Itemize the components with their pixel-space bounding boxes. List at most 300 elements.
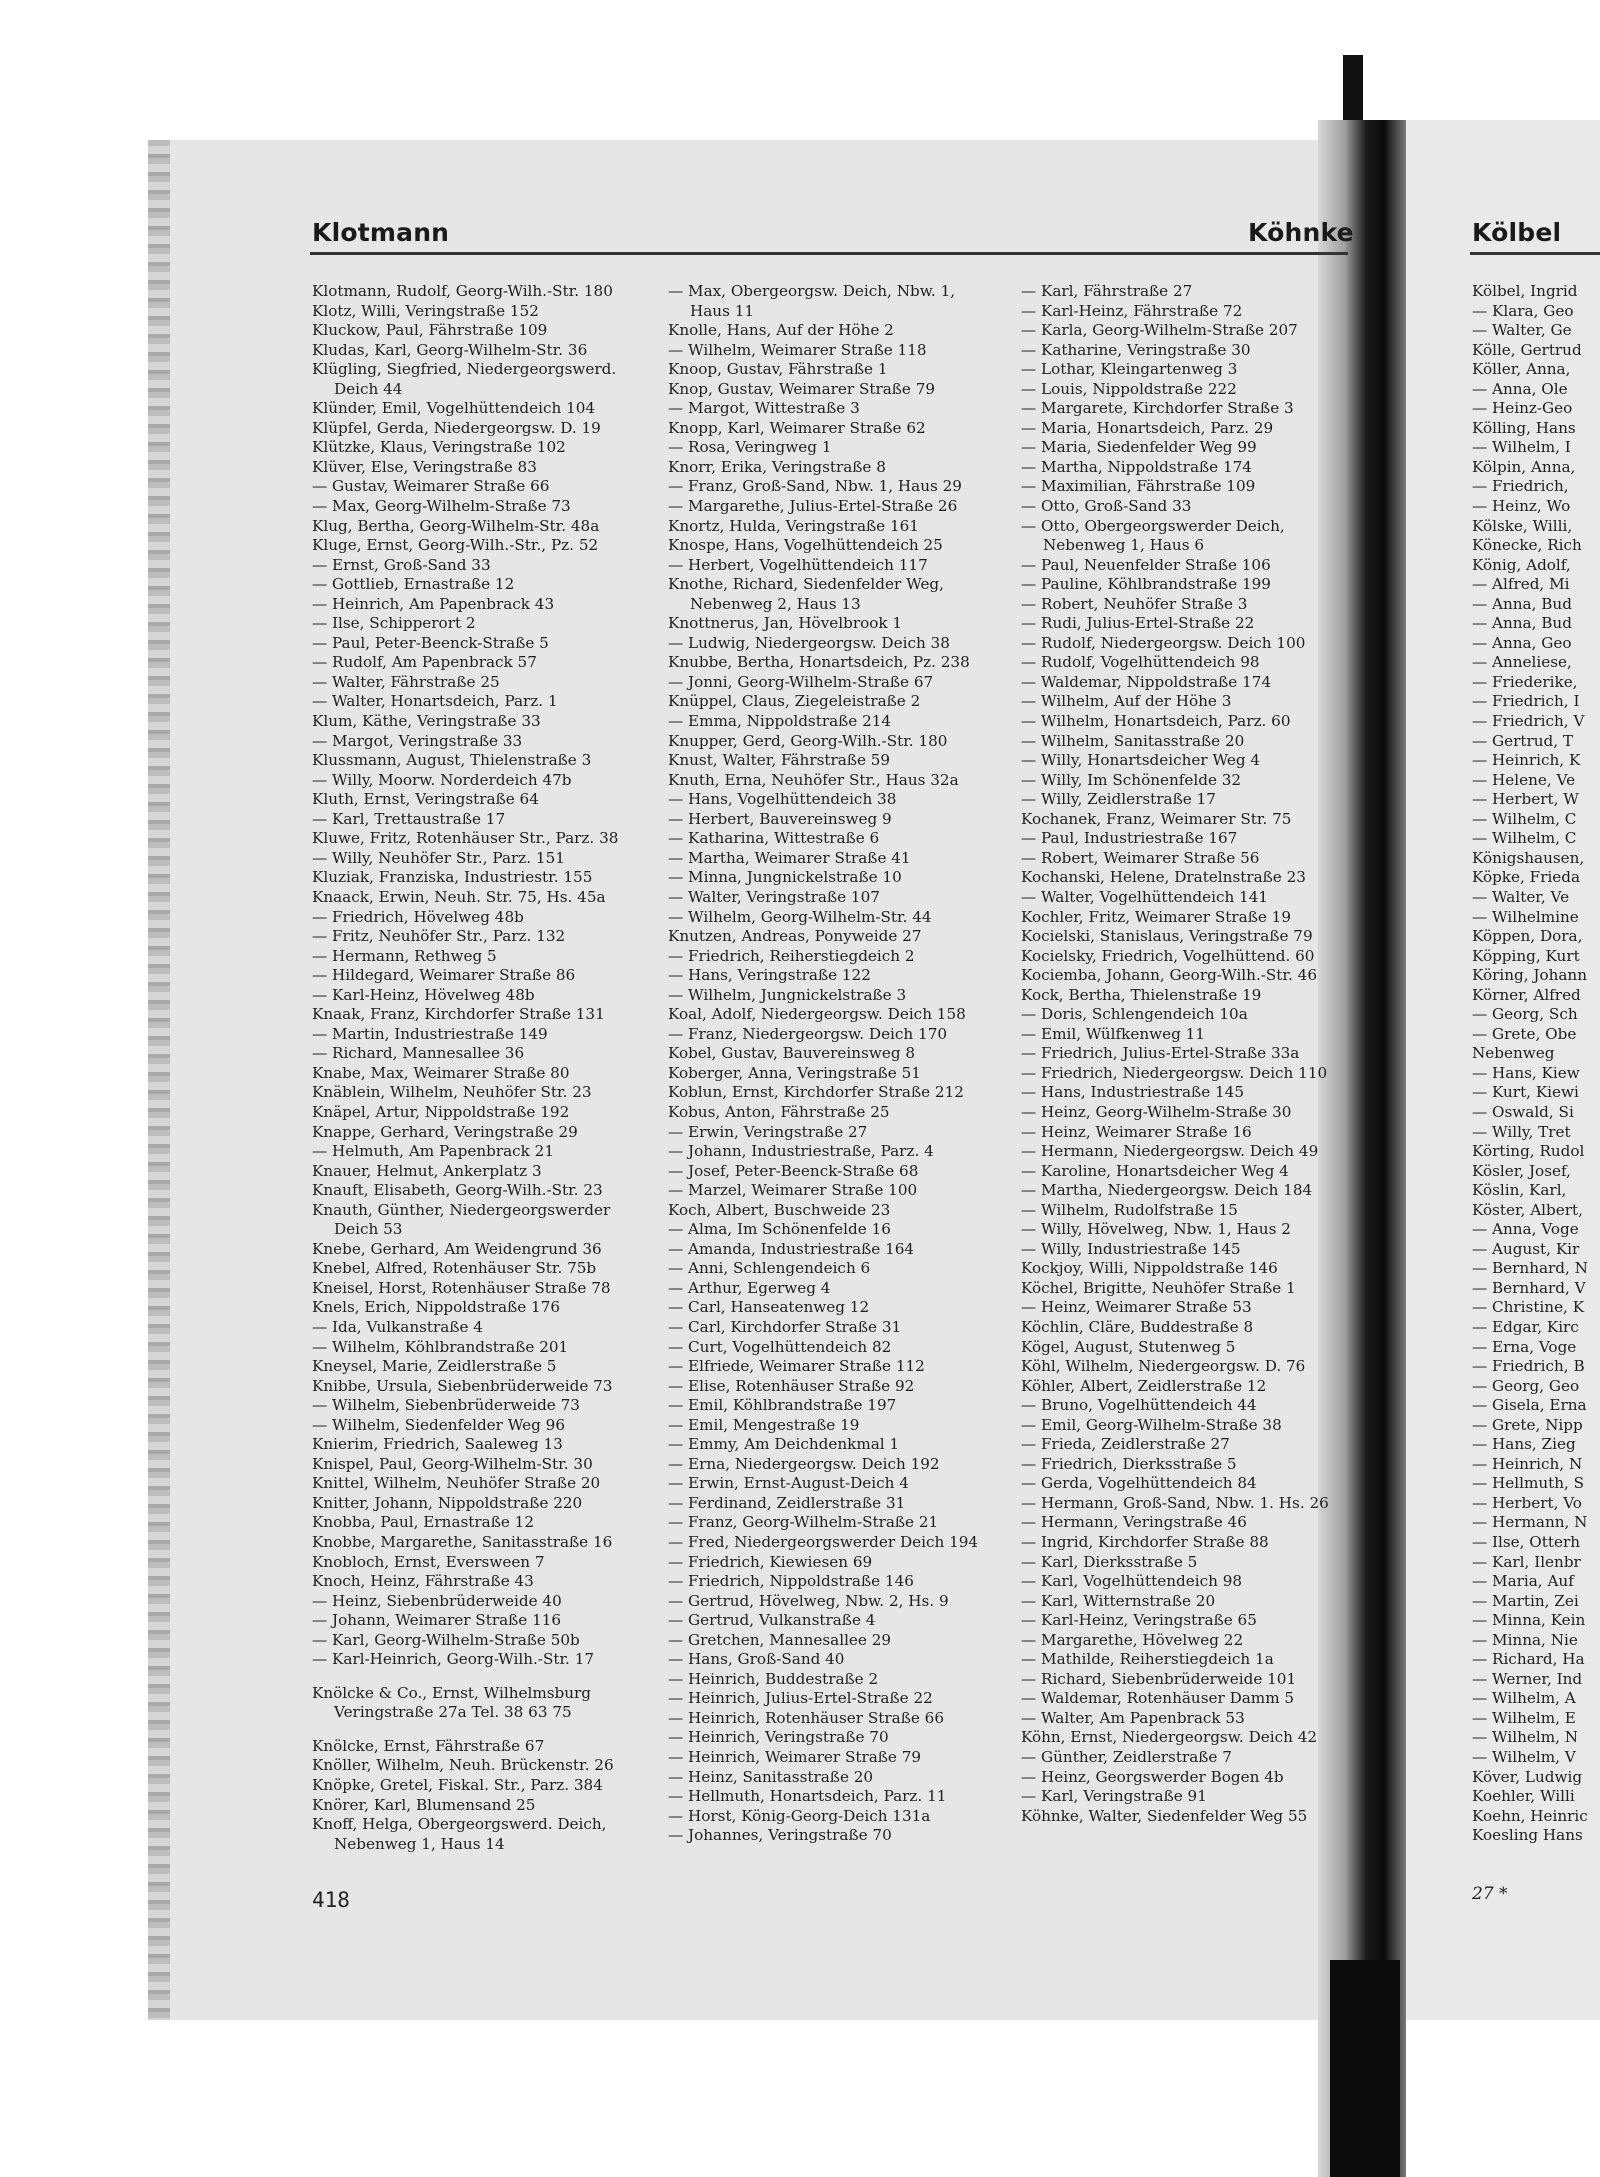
directory-entry: — Ida, Vulkanstraße 4 <box>312 1317 483 1336</box>
directory-entry: Knaack, Erwin, Neuh. Str. 75, Hs. 45a <box>312 887 606 906</box>
directory-entry: — Willy, Neuhöfer Str., Parz. 151 <box>312 848 565 867</box>
directory-entry: Knabe, Max, Weimarer Straße 80 <box>312 1063 570 1082</box>
directory-entry: — Johannes, Veringstraße 70 <box>668 1826 892 1845</box>
directory-entry: — Anneliese, <box>1472 653 1572 672</box>
directory-entry: Knitter, Johann, Nippoldstraße 220 <box>312 1493 583 1512</box>
directory-entry: — Herbert, W <box>1472 790 1579 809</box>
directory-entry: — Karl, Veringstraße 91 <box>1021 1787 1207 1806</box>
directory-entry: Kociemba, Johann, Georg-Wilh.-Str. 46 <box>1021 966 1317 985</box>
directory-entry: — Lothar, Kleingartenweg 3 <box>1021 360 1238 379</box>
directory-entry: — Frieda, Zeidlerstraße 27 <box>1021 1435 1230 1454</box>
directory-entry: — Erna, Voge <box>1472 1337 1577 1356</box>
directory-entry: — Wilhelm, C <box>1472 809 1577 828</box>
directory-entry: — Franz, Niedergeorgsw. Deich 170 <box>668 1024 948 1043</box>
directory-entry: — Ludwig, Niedergeorgsw. Deich 38 <box>668 633 950 652</box>
directory-entry: Köster, Albert, <box>1472 1200 1583 1219</box>
directory-entry: — Louis, Nippoldstraße 222 <box>1021 379 1237 398</box>
directory-entry: Knoop, Gustav, Fährstraße 1 <box>668 360 888 379</box>
directory-entry: — Minna, Jungnickelstraße 10 <box>668 868 902 887</box>
directory-entry: — Walter, Vogelhüttendeich 141 <box>1021 887 1269 906</box>
directory-entry: Köpke, Frieda <box>1472 868 1581 887</box>
directory-entry: Kludas, Karl, Georg-Wilhelm-Str. 36 <box>312 340 588 359</box>
directory-entry: Koch, Albert, Buschweide 23 <box>668 1200 891 1219</box>
directory-entry: Köchel, Brigitte, Neuhöfer Straße 1 <box>1021 1278 1296 1297</box>
directory-entry: — Franz, Georg-Wilhelm-Straße 21 <box>668 1513 939 1532</box>
directory-entry: Kluth, Ernst, Veringstraße 64 <box>312 790 539 809</box>
directory-entry: — Wilhelm, Köhlbrandstraße 201 <box>312 1337 569 1356</box>
directory-entry: — Walter, Honartsdeich, Parz. 1 <box>312 692 558 711</box>
directory-entry: — Maria, Auf <box>1472 1572 1574 1591</box>
directory-entry: — Emil, Köhlbrandstraße 197 <box>668 1396 897 1415</box>
directory-entry: — Christine, K <box>1472 1298 1585 1317</box>
directory-entry: — Gottlieb, Ernastraße 12 <box>312 575 515 594</box>
directory-entry: — Paul, Industriestraße 167 <box>1021 829 1238 848</box>
directory-entry: — Anna, Bud <box>1472 614 1572 633</box>
directory-entry: — Johann, Industriestraße, Parz. 4 <box>668 1142 934 1161</box>
directory-entry: — Emil, Wülfkenweg 11 <box>1021 1024 1205 1043</box>
directory-entry: — Emma, Nippoldstraße 214 <box>668 712 892 731</box>
directory-entry: Kölske, Willi, <box>1472 516 1573 535</box>
directory-entry: Könecke, Rich <box>1472 536 1582 555</box>
directory-entry: Koehler, Willi <box>1472 1787 1575 1806</box>
directory-entry: — Doris, Schlengendeich 10a <box>1021 1005 1248 1024</box>
directory-entry: — Wilhelm, C <box>1472 829 1577 848</box>
directory-entry: Kögel, August, Stutenweg 5 <box>1021 1337 1236 1356</box>
directory-entry: — August, Kir <box>1472 1239 1580 1258</box>
directory-entry: — Hans, Veringstraße 122 <box>668 966 871 985</box>
directory-entry: — Wilhelm, I <box>1472 438 1571 457</box>
directory-entry: — Friedrich, Reiherstiegdeich 2 <box>668 946 915 965</box>
directory-entry: — Karl-Heinz, Fährstraße 72 <box>1021 301 1243 320</box>
directory-entry: — Wilhelm, Honartsdeich, Parz. 60 <box>1021 712 1291 731</box>
directory-entry: — Friedrich, Julius-Ertel-Straße 33a <box>1021 1044 1300 1063</box>
directory-entry: Knels, Erich, Nippoldstraße 176 <box>312 1298 561 1317</box>
directory-entry: — Rosa, Veringweg 1 <box>668 438 832 457</box>
directory-entry: Veringstraße 27a Tel. 38 63 75 <box>334 1703 572 1722</box>
directory-entry: — Emil, Georg-Wilhelm-Straße 38 <box>1021 1415 1282 1434</box>
directory-entry: — Hans, Industriestraße 145 <box>1021 1083 1244 1102</box>
directory-entry: — Karl-Heinz, Veringstraße 65 <box>1021 1611 1257 1630</box>
directory-entry: — Paul, Peter-Beenck-Straße 5 <box>312 633 549 652</box>
header-rule <box>310 252 1348 255</box>
directory-entry: Knospe, Hans, Vogelhüttendeich 25 <box>668 536 943 555</box>
directory-entry: — Karl, Vogelhüttendeich 98 <box>1021 1572 1243 1591</box>
directory-entry: Kluckow, Paul, Fährstraße 109 <box>312 321 548 340</box>
directory-entry: Kneisel, Horst, Rotenhäuser Straße 78 <box>312 1278 611 1297</box>
directory-entry: — Heinrich, Rotenhäuser Straße 66 <box>668 1708 944 1727</box>
directory-entry: — Wilhelm, Rudolfstraße 15 <box>1021 1200 1238 1219</box>
directory-entry: — Erna, Niedergeorgsw. Deich 192 <box>668 1454 940 1473</box>
directory-entry: — Waldemar, Rotenhäuser Damm 5 <box>1021 1689 1295 1708</box>
directory-entry: — Rudolf, Niedergeorgsw. Deich 100 <box>1021 633 1306 652</box>
directory-entry: — Marzel, Weimarer Straße 100 <box>668 1181 918 1200</box>
directory-entry: — Heinrich, N <box>1472 1454 1583 1473</box>
directory-entry: — Willy, Im Schönenfelde 32 <box>1021 770 1242 789</box>
directory-entry: Knittel, Wilhelm, Neuhöfer Straße 20 <box>312 1474 601 1493</box>
directory-entry: — Maria, Honartsdeich, Parz. 29 <box>1021 418 1274 437</box>
directory-entry: — Friedrich, B <box>1472 1357 1585 1376</box>
directory-entry: Köslin, Karl, <box>1472 1181 1567 1200</box>
directory-entry: — Mathilde, Reiherstiegdeich 1a <box>1021 1650 1274 1669</box>
directory-entry: Knoch, Heinz, Fährstraße 43 <box>312 1572 534 1591</box>
directory-entry: — Carl, Hanseatenweg 12 <box>668 1298 870 1317</box>
directory-entry: Nebenweg 1, Haus 14 <box>334 1834 505 1853</box>
directory-entry: — Grete, Nipp <box>1472 1415 1583 1434</box>
directory-entry: Knust, Walter, Fährstraße 59 <box>668 751 891 770</box>
directory-entry: — Willy, Zeidlerstraße 17 <box>1021 790 1216 809</box>
directory-entry: Klum, Käthe, Veringstraße 33 <box>312 712 541 731</box>
directory-entry: Knutzen, Andreas, Ponyweide 27 <box>668 927 922 946</box>
directory-entry: Königshausen, <box>1472 848 1585 867</box>
directory-entry: Kluziak, Franziska, Industriestr. 155 <box>312 868 593 887</box>
binding-bottom-shadow <box>1330 1960 1400 2177</box>
directory-entry: Knölcke & Co., Ernst, Wilhelmsburg <box>312 1683 592 1702</box>
directory-entry: — Hans, Groß-Sand 40 <box>668 1650 845 1669</box>
directory-entry: Knappe, Gerhard, Veringstraße 29 <box>312 1122 578 1141</box>
directory-entry: Nebenweg <box>1472 1044 1555 1063</box>
directory-entry: Knothe, Richard, Siedenfelder Weg, <box>668 575 944 594</box>
directory-entry: Kobus, Anton, Fährstraße 25 <box>668 1102 890 1121</box>
directory-entry: — Bernhard, V <box>1472 1278 1586 1297</box>
directory-entry: Koesling Hans <box>1472 1826 1583 1845</box>
directory-entry: — Anni, Schlengendeich 6 <box>668 1259 871 1278</box>
directory-entry: — Karl, Ilenbr <box>1472 1552 1581 1571</box>
directory-entry: Knauer, Helmut, Ankerplatz 3 <box>312 1161 542 1180</box>
directory-entry: Knobba, Paul, Ernastraße 12 <box>312 1513 534 1532</box>
directory-entry: — Heinrich, Am Papenbrack 43 <box>312 594 555 613</box>
directory-entry: — Georg, Sch <box>1472 1005 1578 1024</box>
directory-entry: — Margarethe, Julius-Ertel-Straße 26 <box>668 497 958 516</box>
directory-entry: — Katharina, Wittestraße 6 <box>668 829 880 848</box>
directory-entry: Knebel, Alfred, Rotenhäuser Str. 75b <box>312 1259 597 1278</box>
directory-entry: Koal, Adolf, Niedergeorgsw. Deich 158 <box>668 1005 966 1024</box>
directory-entry: — Friedrich, V <box>1472 712 1585 731</box>
directory-entry: Knortz, Hulda, Veringstraße 161 <box>668 516 919 535</box>
page-number: 418 <box>312 1888 350 1912</box>
directory-entry: Kölle, Gertrud <box>1472 340 1582 359</box>
directory-entry: — Ilse, Otterh <box>1472 1533 1580 1551</box>
directory-entry: — Wilhelm, Auf der Höhe 3 <box>1021 692 1232 711</box>
directory-entry: — Erwin, Veringstraße 27 <box>668 1122 868 1141</box>
directory-column-1 <box>312 282 652 1854</box>
directory-entry: — Minna, Kein <box>1472 1611 1586 1630</box>
far-page-signature-mark: 27 * <box>1472 1884 1508 1904</box>
directory-entry: Knispel, Paul, Georg-Wilhelm-Str. 30 <box>312 1454 593 1473</box>
directory-entry: — Hermann, N <box>1472 1513 1588 1532</box>
directory-entry: — Heinz, Georgswerder Bogen 4b <box>1021 1767 1284 1786</box>
directory-entry: — Robert, Weimarer Straße 56 <box>1021 848 1260 867</box>
directory-entry: — Richard, Siebenbrüderweide 101 <box>1021 1669 1297 1688</box>
directory-entry: Körner, Alfred <box>1472 985 1581 1004</box>
directory-entry: — Elise, Rotenhäuser Straße 92 <box>668 1376 915 1395</box>
directory-entry: — Georg, Geo <box>1472 1376 1580 1395</box>
directory-entry: — Karl-Heinrich, Georg-Wilh.-Str. 17 <box>312 1650 595 1669</box>
directory-entry: Knibbe, Ursula, Siebenbrüderweide 73 <box>312 1376 613 1395</box>
directory-entry: — Max, Georg-Wilhelm-Straße 73 <box>312 497 571 516</box>
directory-entry: Kocielsky, Friedrich, Vogelhüttend. 60 <box>1021 946 1315 965</box>
directory-entry: — Wilhelm, Jungnickelstraße 3 <box>668 985 907 1004</box>
directory-entry: Köhnke, Walter, Siedenfelder Weg 55 <box>1021 1806 1308 1825</box>
directory-entry: — Willy, Hövelweg, Nbw. 1, Haus 2 <box>1021 1220 1291 1239</box>
directory-entry: Deich 44 <box>334 379 403 398</box>
directory-entry: Knauth, Günther, Niedergeorgswerder <box>312 1200 611 1219</box>
directory-entry: — Anna, Ole <box>1472 379 1568 398</box>
directory-entry: Knopp, Karl, Weimarer Straße 62 <box>668 418 926 437</box>
directory-entry: — Fritz, Neuhöfer Str., Parz. 132 <box>312 927 566 946</box>
directory-entry: — Wilhelm, Georg-Wilhelm-Str. 44 <box>668 907 932 926</box>
directory-entry: — Hans, Kiew <box>1472 1063 1580 1082</box>
directory-entry: — Richard, Mannesallee 36 <box>312 1044 525 1063</box>
directory-entry: — Heinrich, Veringstraße 70 <box>668 1728 889 1747</box>
directory-entry: — Heinz, Wo <box>1472 497 1571 516</box>
directory-entry: Knäpel, Artur, Nippoldstraße 192 <box>312 1102 570 1121</box>
directory-entry: — Kurt, Kiewi <box>1472 1083 1579 1102</box>
directory-entry: — Gretchen, Mannesallee 29 <box>668 1630 892 1649</box>
far-page-header-rule <box>1470 252 1600 255</box>
directory-entry: Kneysel, Marie, Zeidlerstraße 5 <box>312 1357 557 1376</box>
directory-entry: — Josef, Peter-Beenck-Straße 68 <box>668 1161 919 1180</box>
directory-entry: — Gertrud, Hövelweg, Nbw. 2, Hs. 9 <box>668 1591 949 1610</box>
directory-entry: — Martha, Weimarer Straße 41 <box>668 848 911 867</box>
directory-entry: — Friedrich, Kiewiesen 69 <box>668 1552 873 1571</box>
directory-entry: — Friedrich, <box>1472 477 1569 496</box>
directory-entry: Knolle, Hans, Auf der Höhe 2 <box>668 321 894 340</box>
directory-entry: — Friedrich, Hövelweg 48b <box>312 907 524 926</box>
directory-entry: Kochler, Fritz, Weimarer Straße 19 <box>1021 907 1291 926</box>
directory-entry: — Hermann, Veringstraße 46 <box>1021 1513 1247 1532</box>
directory-entry: — Wilhelmine <box>1472 907 1579 926</box>
directory-entry: Kocielski, Stanislaus, Veringstraße 79 <box>1021 927 1313 946</box>
directory-entry: — Willy, Moorw. Norderdeich 47b <box>312 770 572 789</box>
directory-entry: Köchlin, Cläre, Buddestraße 8 <box>1021 1317 1254 1336</box>
directory-entry: — Hermann, Niedergeorgsw. Deich 49 <box>1021 1142 1319 1161</box>
directory-entry: — Heinrich, Buddestraße 2 <box>668 1669 879 1688</box>
directory-entry: — Heinrich, Julius-Ertel-Straße 22 <box>668 1689 933 1708</box>
directory-entry: — Anna, Bud <box>1472 594 1572 613</box>
directory-entry: — Klara, Geo <box>1472 301 1574 320</box>
directory-entry: — Hermann, Groß-Sand, Nbw. 1. Hs. 26 <box>1021 1493 1329 1512</box>
directory-entry: — Hans, Zieg <box>1472 1435 1576 1454</box>
directory-entry: Kobel, Gustav, Bauvereinsweg 8 <box>668 1044 916 1063</box>
directory-entry: Knäblein, Wilhelm, Neuhöfer Str. 23 <box>312 1083 592 1102</box>
directory-entry: — Katharine, Veringstraße 30 <box>1021 340 1251 359</box>
directory-entry: Kluwe, Fritz, Rotenhäuser Str., Parz. 38 <box>312 829 619 848</box>
directory-entry: — Elfriede, Weimarer Straße 112 <box>668 1357 925 1376</box>
directory-entry: Koehn, Heinric <box>1472 1806 1588 1825</box>
directory-entry: — Margot, Wittestraße 3 <box>668 399 860 418</box>
directory-entry: Kochanski, Helene, Dratelnstraße 23 <box>1021 868 1306 887</box>
directory-entry: Klussmann, August, Thielenstraße 3 <box>312 751 592 770</box>
directory-entry: — Martin, Zei <box>1472 1591 1579 1610</box>
directory-entry: König, Adolf, <box>1472 555 1571 574</box>
directory-entry: — Hans, Vogelhüttendeich 38 <box>668 790 897 809</box>
directory-entry: — Karl, Fährstraße 27 <box>1021 282 1193 300</box>
directory-entry: — Oswald, Si <box>1472 1102 1574 1121</box>
far-page-running-header: Kölbel <box>1472 218 1562 247</box>
directory-entry: — Erwin, Ernst-August-Deich 4 <box>668 1474 909 1493</box>
directory-entry: — Robert, Neuhöfer Straße 3 <box>1021 594 1248 613</box>
directory-entry: Kösler, Josef, <box>1472 1161 1571 1180</box>
directory-entry: — Alma, Im Schönenfelde 16 <box>668 1220 891 1239</box>
directory-entry: — Wilhelm, Weimarer Straße 118 <box>668 340 927 359</box>
directory-entry: — Karla, Georg-Wilhelm-Straße 207 <box>1021 321 1298 340</box>
directory-entry: — Walter, Fährstraße 25 <box>312 672 500 691</box>
directory-entry: Knorr, Erika, Veringstraße 8 <box>668 457 886 476</box>
directory-entry: — Heinz-Geo <box>1472 399 1573 418</box>
directory-entry: — Helmuth, Am Papenbrack 21 <box>312 1142 555 1161</box>
directory-entry: — Wilhelm, A <box>1472 1689 1576 1708</box>
directory-entry: — Gisela, Erna <box>1472 1396 1587 1415</box>
directory-entry: — Herbert, Bauvereinsweg 9 <box>668 809 892 828</box>
directory-entry: — Wilhelm, V <box>1472 1748 1576 1767</box>
directory-entry: Knierim, Friedrich, Saaleweg 13 <box>312 1435 563 1454</box>
directory-entry: — Rudolf, Vogelhüttendeich 98 <box>1021 653 1260 672</box>
directory-entry: — Max, Obergeorgsw. Deich, Nbw. 1, <box>668 282 956 300</box>
directory-entry: Köhn, Ernst, Niedergeorgsw. Deich 42 <box>1021 1728 1318 1747</box>
directory-entry: Knaak, Franz, Kirchdorfer Straße 131 <box>312 1005 605 1024</box>
entry-gap <box>312 1670 652 1684</box>
directory-entry: Köring, Johann <box>1472 966 1587 985</box>
directory-entry: Knottnerus, Jan, Hövelbrook 1 <box>668 614 903 633</box>
directory-entry: Kock, Bertha, Thielenstraße 19 <box>1021 985 1262 1004</box>
directory-entry: — Franz, Groß-Sand, Nbw. 1, Haus 29 <box>668 477 962 496</box>
directory-entry: — Alfred, Mi <box>1472 575 1570 594</box>
directory-entry: — Walter, Ge <box>1472 321 1572 340</box>
directory-entry: — Karl, Witternstraße 20 <box>1021 1591 1216 1610</box>
directory-entry: — Wilhelm, N <box>1472 1728 1579 1747</box>
directory-entry: Nebenweg 1, Haus 6 <box>1043 536 1204 555</box>
directory-entry: — Helene, Ve <box>1472 770 1576 789</box>
directory-entry: Körting, Rudol <box>1472 1142 1585 1161</box>
directory-entry: Knoff, Helga, Obergeorgswerd. Deich, <box>312 1815 607 1834</box>
directory-entry: Klüver, Else, Veringstraße 83 <box>312 457 537 476</box>
directory-entry: — Anna, Geo <box>1472 633 1572 652</box>
directory-entry: — Willy, Industriestraße 145 <box>1021 1239 1241 1258</box>
directory-entry: — Rudolf, Am Papenbrack 57 <box>312 653 537 672</box>
directory-entry: — Werner, Ind <box>1472 1669 1583 1688</box>
directory-entry: — Gertrud, T <box>1472 731 1574 750</box>
directory-entry: — Margarethe, Hövelweg 22 <box>1021 1630 1244 1649</box>
directory-entry: Köppen, Dora, <box>1472 927 1583 946</box>
directory-entry: — Martha, Niedergeorgsw. Deich 184 <box>1021 1181 1313 1200</box>
directory-entry: — Edgar, Kirc <box>1472 1317 1579 1336</box>
directory-entry: — Carl, Kirchdorfer Straße 31 <box>668 1317 902 1336</box>
directory-entry: Köller, Anna, <box>1472 360 1571 379</box>
directory-entry: Knöller, Wilhelm, Neuh. Brückenstr. 26 <box>312 1756 614 1775</box>
directory-entry: — Friedrich, Nippoldstraße 146 <box>668 1572 914 1591</box>
directory-entry: Knölcke, Ernst, Fährstraße 67 <box>312 1736 545 1755</box>
directory-entry: — Willy, Tret <box>1472 1122 1571 1141</box>
directory-entry: — Hermann, Rethweg 5 <box>312 946 497 965</box>
directory-entry: Klotmann, Rudolf, Georg-Wilh.-Str. 180 <box>312 282 613 300</box>
directory-entry: — Rudi, Julius-Ertel-Straße 22 <box>1021 614 1255 633</box>
directory-entry: Knubbe, Bertha, Honartsdeich, Pz. 238 <box>668 653 970 672</box>
directory-entry: — Herbert, Vo <box>1472 1493 1582 1512</box>
directory-entry: — Gustav, Weimarer Straße 66 <box>312 477 550 496</box>
directory-entry: Knebe, Gerhard, Am Weidengrund 36 <box>312 1239 602 1258</box>
directory-entry: Knobloch, Ernst, Eversween 7 <box>312 1552 545 1571</box>
directory-entry: — Emil, Mengestraße 19 <box>668 1415 860 1434</box>
directory-entry: Knupper, Gerd, Georg-Wilh.-Str. 180 <box>668 731 948 750</box>
directory-entry: — Karl, Georg-Wilhelm-Straße 50b <box>312 1630 580 1649</box>
directory-entry: Koblun, Ernst, Kirchdorfer Straße 212 <box>668 1083 964 1102</box>
directory-entry: — Bernhard, N <box>1472 1259 1588 1278</box>
directory-entry: — Karoline, Honartsdeicher Weg 4 <box>1021 1161 1289 1180</box>
right-running-header: Köhnke <box>1248 218 1354 247</box>
directory-entry: — Otto, Obergeorgswerder Deich, <box>1021 516 1285 535</box>
directory-entry: — Gertrud, Vulkanstraße 4 <box>668 1611 876 1630</box>
directory-entry: — Heinrich, K <box>1472 751 1581 770</box>
directory-entry: Klotz, Willi, Veringstraße 152 <box>312 301 539 320</box>
directory-entry: — Martin, Industriestraße 149 <box>312 1024 548 1043</box>
directory-entry: — Walter, Am Papenbrack 53 <box>1021 1708 1245 1727</box>
directory-entry: — Margarete, Kirchdorfer Straße 3 <box>1021 399 1294 418</box>
directory-entry: — Otto, Groß-Sand 33 <box>1021 497 1192 516</box>
directory-entry: — Waldemar, Nippoldstraße 174 <box>1021 672 1272 691</box>
directory-entry: Koberger, Anna, Veringstraße 51 <box>668 1063 921 1082</box>
directory-entry: — Karl, Dierksstraße 5 <box>1021 1552 1198 1571</box>
directory-entry: — Ernst, Groß-Sand 33 <box>312 555 491 574</box>
directory-entry: — Fred, Niedergeorgswerder Deich 194 <box>668 1533 979 1551</box>
directory-entry: — Amanda, Industriestraße 164 <box>668 1239 915 1258</box>
directory-entry: Klünder, Emil, Vogelhüttendeich 104 <box>312 399 596 418</box>
directory-entry: Knauft, Elisabeth, Georg-Wilh.-Str. 23 <box>312 1181 603 1200</box>
directory-entry: — Willy, Honartsdeicher Weg 4 <box>1021 751 1261 770</box>
directory-entry: — Herbert, Vogelhüttendeich 117 <box>668 555 928 574</box>
directory-entry: — Horst, König-Georg-Deich 131a <box>668 1806 931 1825</box>
directory-entry: — Heinz, Siebenbrüderweide 40 <box>312 1591 562 1610</box>
directory-entry: — Heinz, Georg-Wilhelm-Straße 30 <box>1021 1102 1292 1121</box>
directory-entry: Köpping, Kurt <box>1472 946 1580 965</box>
page-edge-stack <box>148 140 170 2020</box>
directory-entry: — Günther, Zeidlerstraße 7 <box>1021 1748 1232 1767</box>
directory-entry: Köhler, Albert, Zeidlerstraße 12 <box>1021 1376 1267 1395</box>
directory-entry: — Wilhelm, Siebenbrüderweide 73 <box>312 1396 580 1415</box>
directory-entry: Klügling, Siegfried, Niedergeorgswerd. <box>312 360 617 379</box>
directory-entry: — Wilhelm, Siedenfelder Weg 96 <box>312 1415 565 1434</box>
directory-entry: Knuth, Erna, Neuhöfer Str., Haus 32a <box>668 770 959 789</box>
directory-entry: — Karl, Trettaustraße 17 <box>312 809 506 828</box>
directory-entry: — Ferdinand, Zeidlerstraße 31 <box>668 1493 906 1512</box>
directory-entry: — Paul, Neuenfelder Straße 106 <box>1021 555 1271 574</box>
directory-entry: — Hildegard, Weimarer Straße 86 <box>312 966 576 985</box>
directory-entry: — Jonni, Georg-Wilhelm-Straße 67 <box>668 672 934 691</box>
directory-entry: — Martha, Nippoldstraße 174 <box>1021 457 1252 476</box>
directory-entry: — Arthur, Egerweg 4 <box>668 1278 831 1297</box>
directory-column-2 <box>668 282 1008 1846</box>
directory-entry: Kluge, Ernst, Georg-Wilh.-Str., Pz. 52 <box>312 536 599 555</box>
directory-entry: — Maximilian, Fährstraße 109 <box>1021 477 1256 496</box>
directory-entry: — Heinrich, Weimarer Straße 79 <box>668 1748 922 1767</box>
directory-entry: — Ilse, Schipperort 2 <box>312 614 476 633</box>
directory-entry: — Bruno, Vogelhüttendeich 44 <box>1021 1396 1257 1415</box>
directory-entry: — Friedrich, Dierksstraße 5 <box>1021 1454 1237 1473</box>
directory-entry: Klüpfel, Gerda, Niedergeorgsw. D. 19 <box>312 418 601 437</box>
directory-entry: — Margot, Veringstraße 33 <box>312 731 523 750</box>
directory-entry: — Wilhelm, Sanitasstraße 20 <box>1021 731 1245 750</box>
directory-entry: Kölbel, Ingrid <box>1472 282 1578 300</box>
directory-entry: — Heinz, Weimarer Straße 53 <box>1021 1298 1252 1317</box>
directory-entry: — Friedrich, I <box>1472 692 1580 711</box>
directory-entry: — Walter, Ve <box>1472 887 1570 906</box>
directory-entry: — Richard, Ha <box>1472 1650 1585 1669</box>
directory-entry: Kochanek, Franz, Weimarer Str. 75 <box>1021 809 1292 828</box>
directory-entry: Knop, Gustav, Weimarer Straße 79 <box>668 379 936 398</box>
directory-entry: — Minna, Nie <box>1472 1630 1578 1649</box>
directory-entry: — Anna, Voge <box>1472 1220 1579 1239</box>
directory-entry: — Grete, Obe <box>1472 1024 1577 1043</box>
directory-entry: Haus 11 <box>690 301 755 320</box>
